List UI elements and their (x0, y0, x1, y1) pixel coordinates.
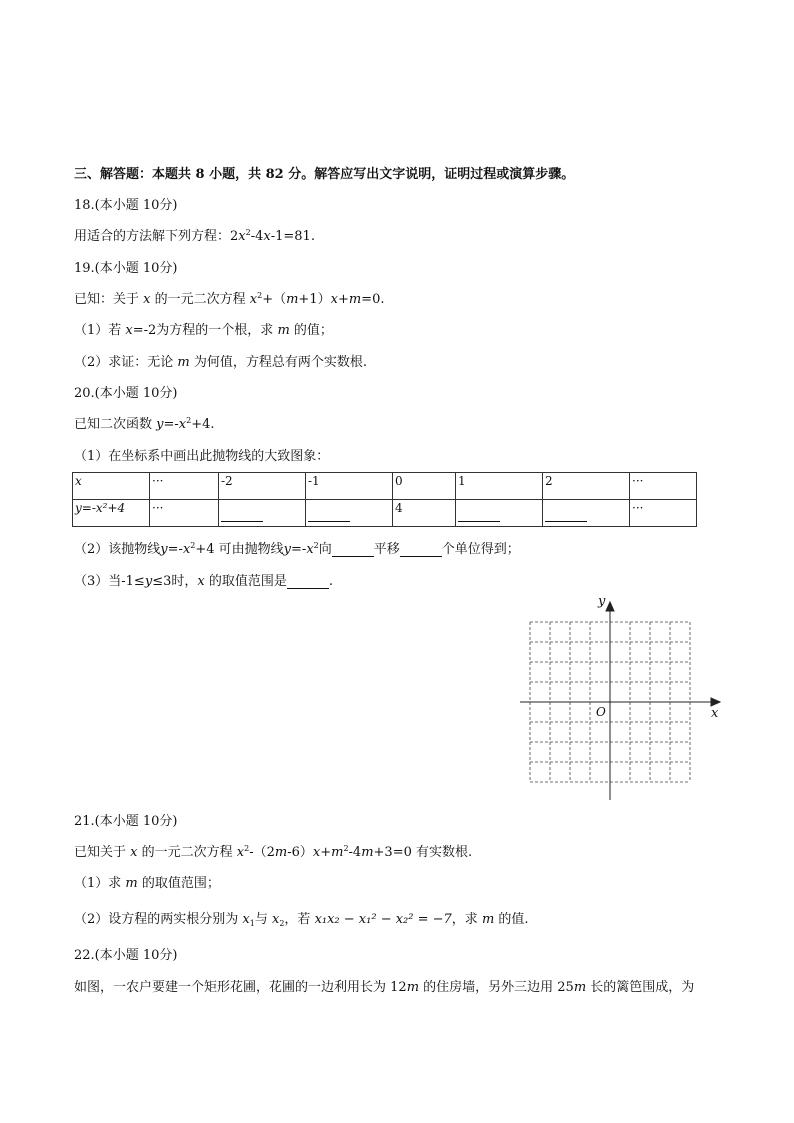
table-blank-cell[interactable] (306, 500, 393, 527)
q19-title: 19.(本小题 10分) (74, 261, 178, 276)
answer-blank[interactable] (332, 543, 374, 557)
table-cell: ··· (150, 473, 219, 500)
q20-stem: 已知二次函数 $y=-x^2+4$. (74, 416, 215, 432)
table-blank-cell[interactable] (456, 500, 543, 527)
table-row-y (73, 500, 697, 527)
q22-title: 22.(本小题 10分) (74, 948, 178, 963)
section-header: 三、解答题：本题共 8 小题，共 82 分。解答应写出文字说明，证明过程或演算步骤。 (74, 167, 575, 182)
table-cell: 1 (456, 473, 543, 500)
table-cell: ··· (150, 500, 219, 527)
q20-part2: （2）该抛物线$y=-x^2+4$ 可由抛物线$y=-x^2$向 平移 个单位得到； (74, 541, 520, 557)
q22-stem: 如图，一农户要建一个矩形花圃，花圃的一边利用长为 12m 的住房墙，另外三边用 25m 长的篱笆围成，为 (74, 980, 695, 995)
q20-part1: （1）在坐标系中画出此抛物线的大致图象： (74, 449, 330, 464)
table-cell: 4 (393, 500, 456, 527)
value-table (72, 472, 697, 527)
q21-part1: （1）求 m 的取值范围； (74, 876, 220, 891)
q20-title: 20.(本小题 10分) (74, 386, 178, 401)
y-axis-arrow (606, 602, 614, 611)
table-cell: 0 (393, 473, 456, 500)
x-axis-label: x (711, 706, 719, 721)
table-cell: 2 (543, 473, 630, 500)
q21-stem: 已知关于 x 的一元二次方程 $x^2-(2m-6)x+m^2-4m+3=0$ 有实数根. (74, 844, 473, 860)
table-cell: -1 (306, 473, 393, 500)
q19-part1: （1）若 x=-2为方程的一个根，求 m 的值； (74, 323, 333, 338)
table-blank-cell[interactable] (219, 500, 306, 527)
table-cell: ··· (630, 500, 697, 527)
table-cell: x (73, 473, 150, 500)
table-cell: y=-x²+4 (73, 500, 150, 527)
q19-stem: 已知：关于 x 的一元二次方程 $x^2+(m+1)x+m=0$. (74, 291, 385, 307)
x-axis-arrow (711, 698, 720, 706)
table-blank-cell[interactable] (543, 500, 630, 527)
y-axis-label: y (598, 594, 606, 609)
q20-part3: （3）当-1≤y≤3时，x 的取值范围是 . (74, 574, 333, 589)
q19-part2: （2）求证：无论 m 为何值，方程总有两个实数根. (74, 355, 367, 370)
table-cell: -2 (219, 473, 306, 500)
q18-title: 18.(本小题 10分) (74, 198, 178, 213)
q18-equation: 用适合的方法解下列方程：$2x^2-4x-1=81$. (74, 228, 315, 244)
coordinate-grid (516, 594, 726, 804)
q21-title: 21.(本小题 10分) (74, 814, 178, 829)
answer-blank[interactable] (400, 543, 442, 557)
answer-blank[interactable] (287, 575, 329, 589)
q21-part2: （2）设方程的两实根分别为 $x_1$与 $x_2$，若 x₁x₂ − x₁² − x₂² = −7，求 m 的值. (74, 912, 529, 928)
origin-label: O (596, 705, 606, 719)
table-row-x (73, 473, 697, 500)
formula: x₁x₂ − x₁² − x₂² = −7 (314, 912, 452, 927)
table-cell: ··· (630, 473, 697, 500)
